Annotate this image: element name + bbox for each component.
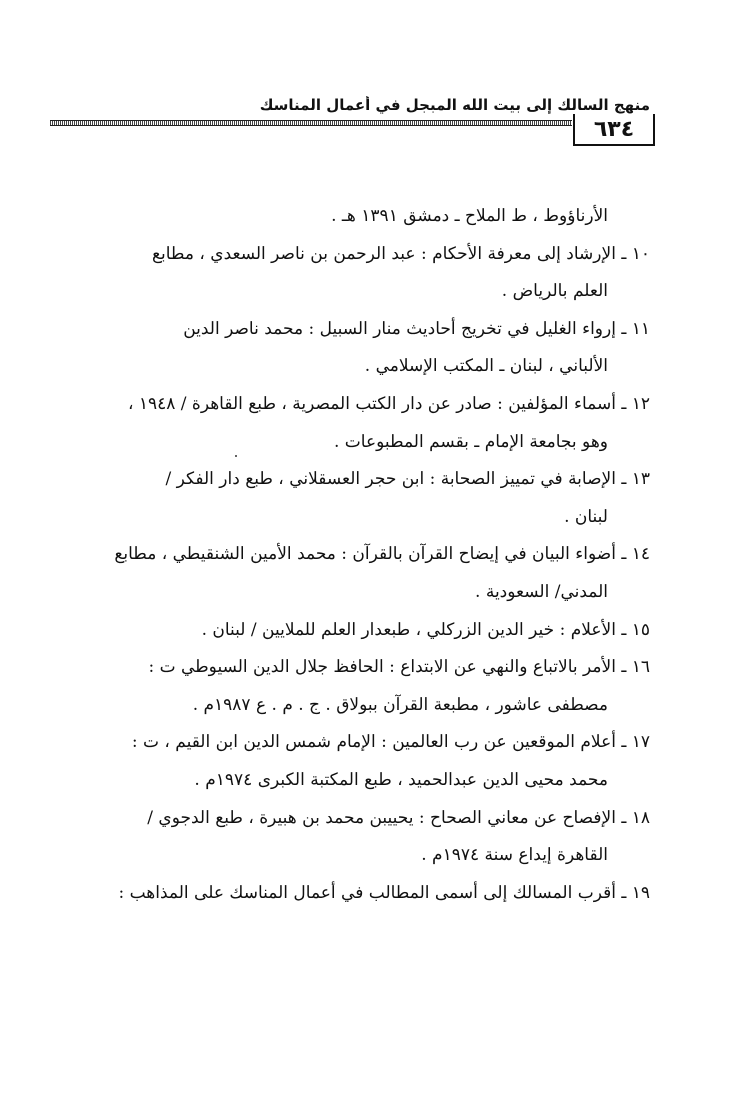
page-number: ٦٣٤ (573, 114, 655, 146)
entry-line: محمد محيى الدين عبدالحميد ، طبع المكتبة الكبرى ١٩٧٤م . (194, 769, 608, 790)
entry-line: ١٠ ـ الإرشاد إلى معرفة الأحكام : عبد الرحمن بن ناصر السعدي ، مطابع (151, 243, 650, 264)
entry-line: ١٦ ـ الأمر بالاتباع والنهي عن الابتداع : الحافظ جلال الدين السيوطي ت : (148, 657, 650, 678)
entry-line: ١٤ ـ أضواء البيان في إيضاح القرآن بالقرآن : محمد الأمين الشنقيطي ، مطابع (114, 544, 650, 565)
entry-line: القاهرة إيداع سنة ١٩٧٤م . (421, 845, 608, 866)
entry-line: ١٧ ـ أعلام الموقعين عن رب العالمين : الإمام شمس الدين ابن القيم ، ت : (131, 732, 650, 753)
header-rule (50, 120, 572, 126)
entry-line: الأرناؤوط ، ط الملاح ـ دمشق ١٣٩١ هـ . (331, 206, 608, 226)
entry-line: ١٨ ـ الإفصاح عن معاني الصحاح : يحييبن محمد بن هبيرة ، طبع الدجوي / (147, 807, 650, 828)
entry-line: ١٩ ـ أقرب المسالك إلى أسمى المطالب في أعمال المناسك على المذاهب : (118, 882, 650, 903)
entry-line: لبنان . (564, 506, 608, 527)
entry-line: وهو بجامعة الإمام ـ بقسم المطبوعات . (333, 431, 608, 452)
entry-line: المدني/ السعودية . (475, 581, 608, 602)
bibliography-list (90, 198, 650, 912)
entry-line: العلم بالرياض . (501, 281, 608, 302)
entry-line: ١٥ ـ الأعلام : خير الدين الزركلي ، طبعدار العلم للملايين / لبنان . (201, 619, 650, 640)
entry-line: ١٢ ـ أسماء المؤلفين : صادر عن دار الكتب المصرية ، طبع القاهرة / ١٩٤٨ ، (127, 393, 650, 414)
entry-line: ١٣ ـ الإصابة في تمييز الصحابة : ابن حجر العسقلاني ، طبع دار الفكر / (165, 469, 650, 490)
running-title: منهج السالك إلى بيت الله المبجل في أعمال المناسك (259, 96, 650, 114)
page-header (50, 92, 655, 152)
entry-line: الألباني ، لبنان ـ المكتب الإسلامي . (364, 356, 608, 377)
entry-line: مصطفى عاشور ، مطبعة القرآن ببولاق . ج . م . ع ١٩٨٧م . (192, 694, 608, 715)
entry-line: ١١ ـ إرواء الغليل في تخريج أحاديث منار السبيل : محمد ناصر الدين (183, 318, 650, 339)
